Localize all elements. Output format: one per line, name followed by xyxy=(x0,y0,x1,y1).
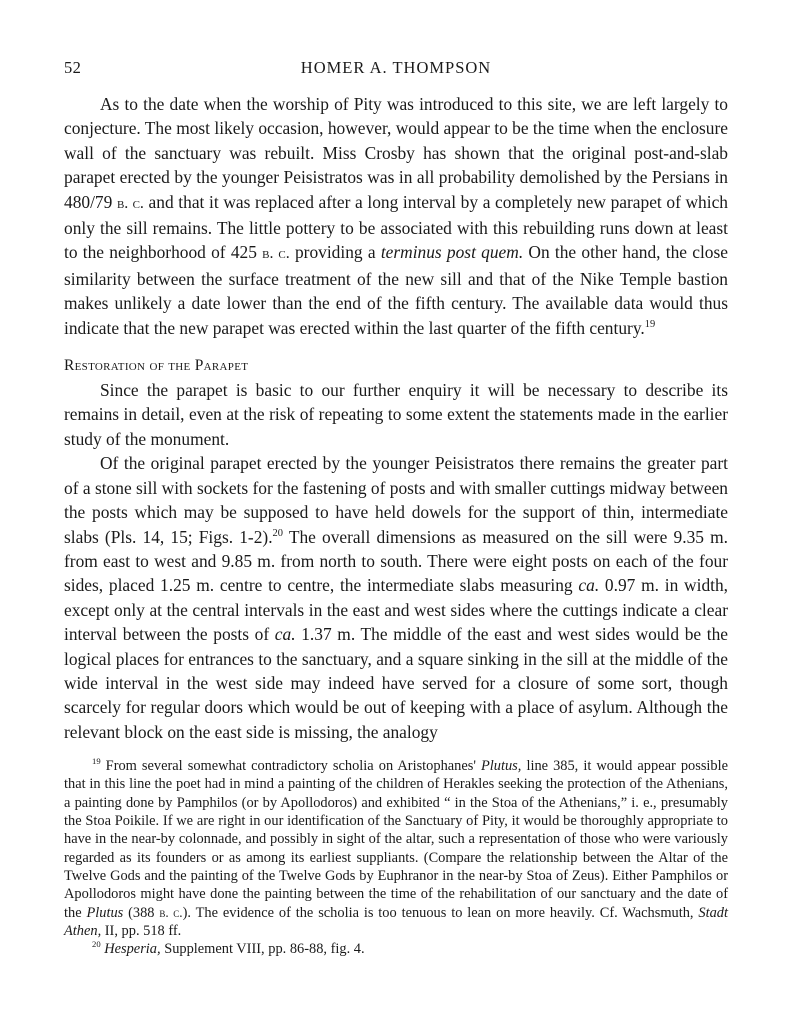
text-run: From several somewhat contradictory scholia on Aristophanes' xyxy=(100,758,481,774)
text-run: The overall dimensions as measured on the sill were 9.35 m. from east to west and 9.85 m. from north to south. There were eight posts on each of the four sides, placed 1.25 m. centre to centre, the intermediate slabs measuring xyxy=(64,526,728,596)
footnote-19 xyxy=(64,757,728,940)
text-run: 0.97 m. in width, except only at the central intervals in the east and west sides where the cuttings indicate a clear interval between the posts of xyxy=(64,575,729,645)
footnote-ref-20[interactable]: 20 xyxy=(272,527,283,539)
era-abbreviation: b. c. xyxy=(159,904,183,920)
page-header xyxy=(64,58,728,82)
italic-title: Stadt Athen, xyxy=(64,904,728,940)
era-abbreviation: b. c. xyxy=(116,194,144,212)
paragraph-parapet-intro: Since the parapet is basic to our further enquiry it will be necessary to describe its remains in detail, even at the risk of repeating to some extent the statements made in the earlier study of the monument. xyxy=(64,380,728,449)
text-run: ). The evidence of the scholia is too tenuous to lean on more heavily. Cf. Wachsmuth, xyxy=(182,904,699,921)
text-run: Supplement VIII, pp. 86-88, fig. 4. xyxy=(160,941,365,958)
text-run: providing a xyxy=(289,242,381,263)
page-number: 52 xyxy=(64,58,82,77)
italic-abbreviation: ca. xyxy=(274,624,296,645)
italic-term: terminus post quem. xyxy=(380,242,524,263)
italic-abbreviation: ca. xyxy=(578,575,600,596)
footnotes xyxy=(64,757,728,959)
footnote-number: 20 xyxy=(92,939,101,950)
italic-title: Plutus, xyxy=(481,758,522,774)
paragraph-date-of-worship xyxy=(64,92,728,340)
footnote-ref-19[interactable]: 19 xyxy=(644,318,656,330)
section-heading: Restoration of the Parapet xyxy=(64,357,249,375)
text-run: On the other hand, the close similarity between the surface treatment of the new sill and that of the Nike Temple bastion makes unlikely a date lower than the end of the fifth century. The available data would thus indicate that the new parapet was erected within the last quarter of the fifth century. xyxy=(64,242,728,338)
text-run: 1.37 m. The middle of the east and west sides would be the logical places for entrances to the sanctuary, and a square sinking in the sill at the middle of the wide interval in the west side may indeed have served for a closure of some sort, though scarcely for regular doors which would be out of keeping with a place of asylum. Although the relevant block on the east side is missing, the analogy xyxy=(64,624,729,742)
text-run: and that it was replaced after a long interval by a completely new parapet of which only the sill remains. The little pottery to be associated with this rebuilding runs down at least to the neighborhood of 425 xyxy=(64,191,728,263)
text-run: As to the date when the worship of Pity was introduced to this site, we are left largely to conjecture. The most likely occasion, however, would appear to be the time when the enclosure wall of the sanctuary was rebuilt. Miss Crosby has shown that the original post-and-slab parapet erected by the younger Peisistratos was in all probability demolished by the Persians in 480/79 xyxy=(64,94,728,212)
footnote-number: 19 xyxy=(92,756,101,767)
text-run: line 385, it would appear possible that in this line the poet had in mind a painting of the children of Herakles seeking the protection of the Athenians, a painting done by Pamphilos (or by Apollodoros) and exhibited “ in the Stoa of the Athenians,” i. e., presumably the Stoa Poikile. If we are right in our identification of the Sanctuary of Pity, it would be thoroughly appropriate to have in the near-by colonnade, and possibly in sight of the altar, such a representation of those who were variously regarded as its founders or as among its earliest suppliants. (Compare the relationship between the Altar of the Twelve Gods and the painting of the Twelve Gods by Euphranor in the near-by Stoa of Zeus). Either Pamphilos or Apollodoros might have done the painting between the time of the rehabilitation of our sanctuary and the date of the xyxy=(64,758,728,921)
paragraph-original-parapet xyxy=(64,451,728,744)
footnote-20 xyxy=(64,940,728,958)
era-abbreviation: b. c. xyxy=(262,245,290,263)
text-run: II, pp. 518 ff. xyxy=(101,923,182,940)
main-text xyxy=(64,92,728,744)
italic-title: Plutus xyxy=(86,904,124,921)
text-run: Of the original parapet erected by the younger Peisistratos there remains the greater part of a stone sill with sockets for the fastening of posts and with smaller cuttings midway between the posts which may be supposed to have held dowels for the support of thin, intermediate slabs (Pls. 14, 15; Figs. 1-2). xyxy=(64,453,728,547)
text-run: (388 xyxy=(123,904,160,921)
running-head: HOMER A. THOMPSON xyxy=(300,58,492,77)
italic-title: Hesperia, xyxy=(104,941,161,958)
